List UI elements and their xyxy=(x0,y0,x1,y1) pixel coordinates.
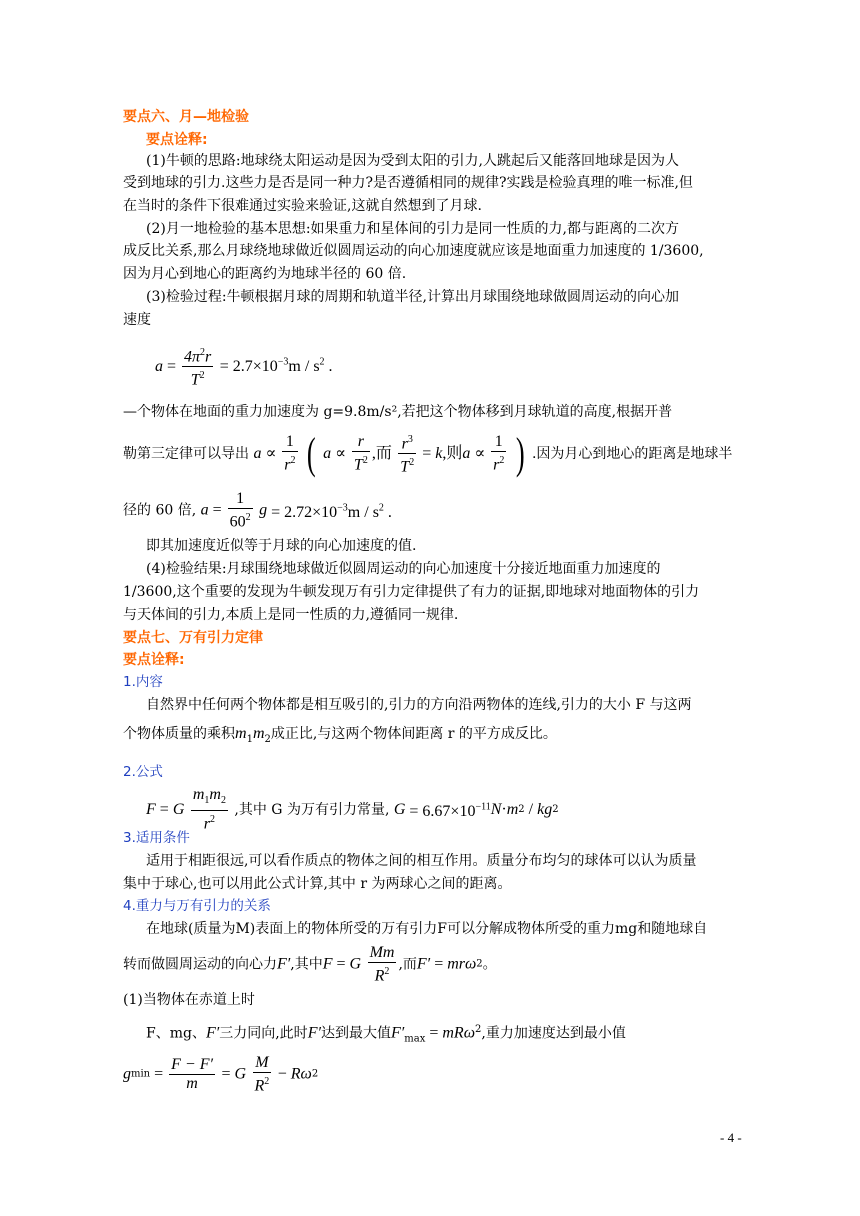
mass-product-line: 个物体质量的乘积$m_1m_2$成正比,与这两个物体间距离 r 的平方成反比。 xyxy=(123,725,557,745)
section-6-title: 要点六、月—地检验 xyxy=(123,109,249,125)
text-segment: ,重力加速度达到最小值 xyxy=(481,1025,626,1042)
paragraph-line: 集中于球心,也可以用此公式计算,其中 r 为两球心之间的距离。 xyxy=(123,876,512,892)
paragraph-line: 与天体间的引力,本质上是同一性质的力,遵循同一规律. xyxy=(123,607,459,623)
text-segment: F、mg、 xyxy=(146,1025,206,1042)
text-segment: 转而做圆周运动的向心力 xyxy=(123,956,277,973)
text-segment: 。 xyxy=(482,956,497,973)
text-segment: ,而 xyxy=(398,956,417,973)
gravitation-formula-line: F = G $\frac{m_1m_2}{r^2}$ ,其中 G 为万有引力常量, $G = 6.67\times 10^{-11}N\cdot m2 / kg2$ xyxy=(146,786,559,833)
sixty-radii-line: 径的 60 倍, a = $\frac{1}{60^2}$ $g = 2.72\times 10^{-3}m / s^2$ . xyxy=(123,490,392,531)
subheading-formula: 2.公式 xyxy=(123,764,163,780)
kepler-derivation-line: 勒第三定律可以导出 a ∝ $\frac{1}{r^2}$ ( a ∝ $\frac{r}{T^2}$ ,而 $\frac{r^3}{T^2}$ = k,则a ∝ $\frac{1}{r^2}$ ) .因为月心到地心的距离是地球半 xyxy=(123,428,733,478)
subheading-conditions: 3.适用条件 xyxy=(123,830,190,846)
text-segment: ,其中 xyxy=(290,956,323,973)
centripetal-force-line: 转而做圆周运动的向心力F′,其中F = G $\frac{Mm}{R^2}$ ,而F′ = mrω2。 xyxy=(123,944,497,985)
paragraph-line: (1)当物体在赤道上时 xyxy=(123,992,255,1008)
text-segment: 成正比,与这两个物体间距离 r 的平方成反比。 xyxy=(270,726,557,742)
text-segment: .因为月心到地心的距离是地球半 xyxy=(531,445,733,462)
paragraph-line: 在当时的条件下很难通过实验来验证,这就自然想到了月球. xyxy=(123,198,482,214)
paragraph-line: (4)检验结果:月球围绕地球做近似圆周运动的向心加速度十分接近地面重力加速度的 xyxy=(146,561,661,577)
subheading-content: 1.内容 xyxy=(123,674,163,690)
section-6-subtitle: 要点诠释: xyxy=(146,132,208,148)
paragraph-line: (2)月一地检验的基本思想:如果重力和星体间的引力是同一性质的力,都与距离的二次方 xyxy=(146,221,679,237)
paragraph-line: 适用于相距很远,可以看作质点的物体之间的相互作用。质量分布均匀的球体可以认为质量 xyxy=(146,853,697,869)
paragraph-line: —个物体在地面的重力加速度为 g=9.8m/s²,若把这个物体移到月球轨道的高度,根据开普 xyxy=(123,404,673,420)
paragraph-line: 因为月心到地心的距离约为地球半径的 60 倍. xyxy=(123,266,407,282)
text-segment: ,其中 G 为万有引力常量, xyxy=(234,801,390,818)
section-7-title: 要点七、万有引力定律 xyxy=(123,630,263,646)
paragraph-line: 在地球(质量为M)表面上的物体所受的万有引力F可以分解成物体所受的重力mg和随地球自 xyxy=(146,921,708,937)
text-segment: 达到最大值 xyxy=(320,1025,391,1042)
paragraph-line: 受到地球的引力.这些力是否是同一种力?是否遵循相同的规律?实践是检验真理的唯一标准,但 xyxy=(123,175,693,191)
paragraph-line: 速度 xyxy=(123,312,151,328)
subheading-relation: 4.重力与万有引力的关系 xyxy=(123,898,271,914)
text-segment: 勒第三定律可以导出 xyxy=(123,445,249,462)
text-segment: 径的 60 倍, xyxy=(123,502,197,519)
gmin-formula-line: gmin = $\frac{F - F'}{m}$ = G $\frac{M}{R^2}$ − Rω2 xyxy=(123,1054,319,1095)
formula-centripetal-acceleration: a = $\frac{4\pi^2r}{T^2}$ = $2.7\times 10^{-3}m / s^2$ . xyxy=(155,344,795,388)
section-7-subtitle: 要点诠释: xyxy=(123,652,185,668)
paragraph-line: (3)检验过程:牛顿根据月球的周期和轨道半径,计算出月球围绕地球做圆周运动的向心加 xyxy=(146,289,679,305)
paragraph-line: 自然界中任何两个物体都是相互吸引的,引力的方向沿两物体的连线,引力的大小 F 与这两 xyxy=(146,697,692,713)
text-segment: 三力同向,此时 xyxy=(219,1025,308,1042)
page-number: - 4 - xyxy=(720,1130,742,1145)
equator-line: F、mg、F′三力同向,此时F′达到最大值$F'_{max} = mR\omega^2$,重力加速度达到最小值 xyxy=(146,1024,626,1045)
paragraph-line: 1/3600,这个重要的发现为牛顿发现万有引力定律提供了有力的证据,即地球对地面物体的引力 xyxy=(123,584,700,600)
text-segment: 个物体质量的乘积 xyxy=(123,726,235,742)
paragraph-line: 成反比关系,那么月球绕地球做近似圆周运动的向心加速度就应该是地面重力加速度的 1/3600, xyxy=(123,243,704,259)
paragraph-line: (1)牛顿的思路:地球绕太阳运动是因为受到太阳的引力,人跳起后又能落回地球是因为人 xyxy=(146,153,679,169)
paragraph-line: 即其加速度近似等于月球的向心加速度的值. xyxy=(146,538,417,554)
